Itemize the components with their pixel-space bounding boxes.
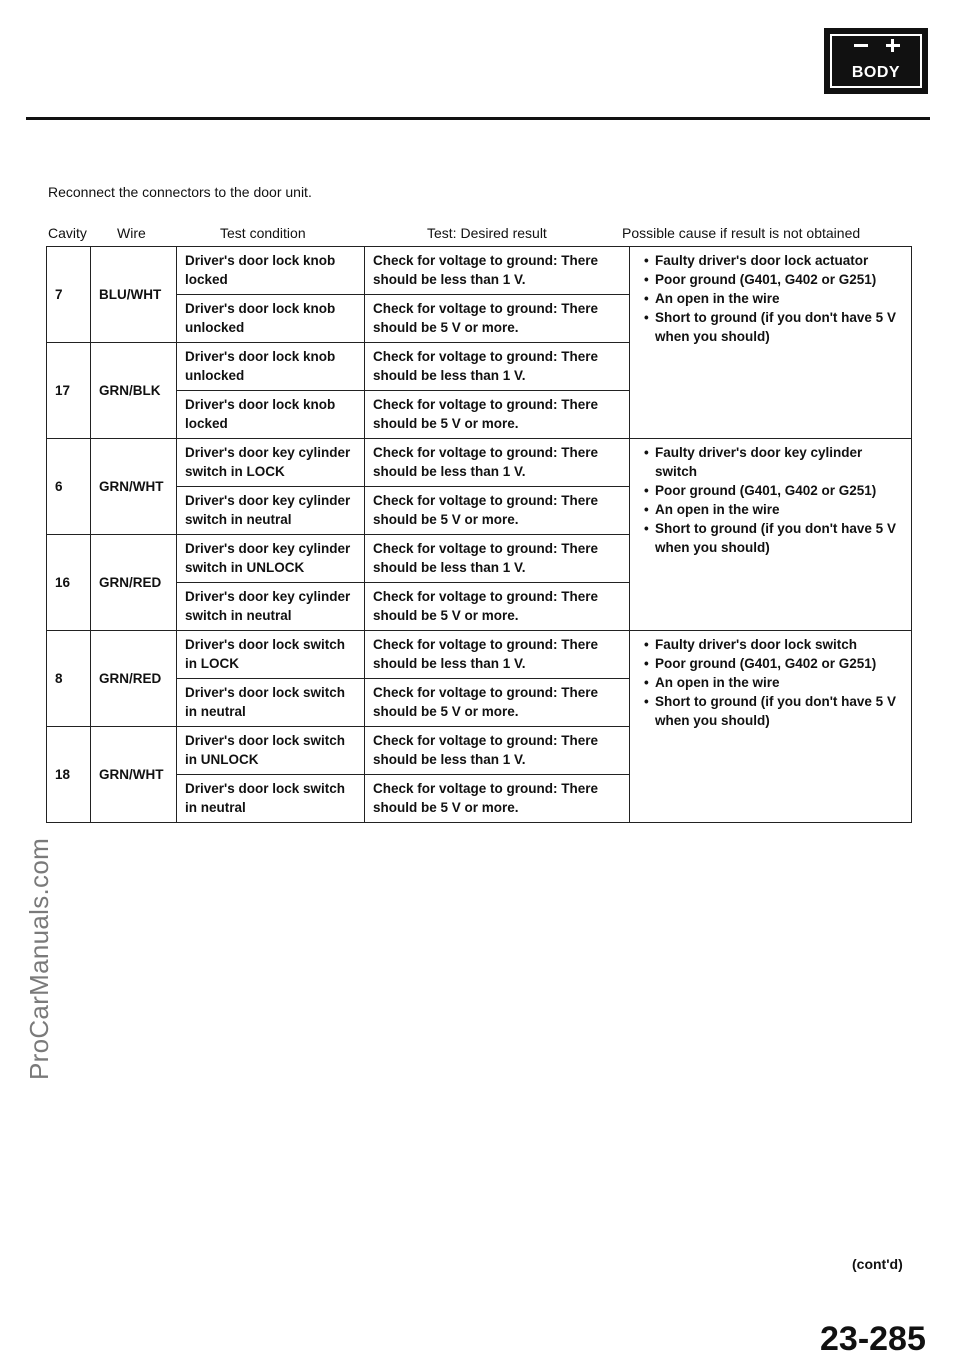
condition-cell: Driver's door lock knob locked — [177, 391, 365, 439]
cavity-cell: 16 — [47, 535, 91, 631]
condition-cell: Driver's door lock switch in LOCK — [177, 631, 365, 679]
condition-cell: Driver's door lock knob locked — [177, 247, 365, 295]
result-cell: Check for voltage to ground: There should be 5 V or more. — [365, 775, 630, 823]
cause-item: • An open in the wire — [638, 289, 905, 308]
cause-item: • Faulty driver's door lock switch — [638, 635, 905, 654]
continued-label: (cont'd) — [852, 1256, 903, 1272]
result-cell: Check for voltage to ground: There should be less than 1 V. — [365, 439, 630, 487]
condition-cell: Driver's door lock knob unlocked — [177, 343, 365, 391]
condition-cell: Driver's door key cylinder switch in neutral — [177, 583, 365, 631]
watermark: ProCarManuals.com — [24, 837, 54, 1080]
result-cell: Check for voltage to ground: There should be 5 V or more. — [365, 487, 630, 535]
test-table — [46, 246, 912, 823]
header-desired-result: Test: Desired result — [427, 225, 547, 241]
header-rule — [26, 117, 930, 120]
table-row — [47, 439, 912, 487]
cause-cell — [630, 631, 912, 823]
intro-text: Reconnect the connectors to the door unit. — [48, 184, 312, 200]
result-cell: Check for voltage to ground: There should be less than 1 V. — [365, 343, 630, 391]
wire-cell: GRN/BLK — [91, 343, 177, 439]
cause-item: • Poor ground (G401, G402 or G251) — [638, 481, 905, 500]
result-cell: Check for voltage to ground: There should be 5 V or more. — [365, 679, 630, 727]
cause-item: • Poor ground (G401, G402 or G251) — [638, 654, 905, 673]
badge-label: BODY — [851, 64, 901, 81]
condition-cell: Driver's door lock knob unlocked — [177, 295, 365, 343]
condition-cell: Driver's door key cylinder switch in UNLOCK — [177, 535, 365, 583]
cavity-cell: 8 — [47, 631, 91, 727]
result-cell: Check for voltage to ground: There should be less than 1 V. — [365, 631, 630, 679]
condition-cell: Driver's door lock switch in neutral — [177, 775, 365, 823]
cause-cell — [630, 247, 912, 439]
cause-item: • Faulty driver's door key cylinder switch — [638, 443, 905, 481]
cause-item: • An open in the wire — [638, 500, 905, 519]
wire-cell: GRN/RED — [91, 631, 177, 727]
cause-list — [638, 443, 905, 557]
cause-list — [638, 635, 905, 730]
table-row — [47, 247, 912, 295]
battery-plus-icon-stem — [891, 39, 894, 52]
condition-cell: Driver's door key cylinder switch in neutral — [177, 487, 365, 535]
wire-cell: BLU/WHT — [91, 247, 177, 343]
condition-cell: Driver's door key cylinder switch in LOCK — [177, 439, 365, 487]
result-cell: Check for voltage to ground: There should be less than 1 V. — [365, 247, 630, 295]
cause-item: • Poor ground (G401, G402 or G251) — [638, 270, 905, 289]
result-cell: Check for voltage to ground: There should be 5 V or more. — [365, 295, 630, 343]
header-possible-cause: Possible cause if result is not obtained — [622, 225, 861, 241]
cause-cell — [630, 439, 912, 631]
wire-cell: GRN/RED — [91, 535, 177, 631]
result-cell: Check for voltage to ground: There should be 5 V or more. — [365, 391, 630, 439]
condition-cell: Driver's door lock switch in neutral — [177, 679, 365, 727]
cause-item: • An open in the wire — [638, 673, 905, 692]
page-number: 23-285 — [820, 1320, 926, 1358]
header-cavity: Cavity — [48, 225, 87, 241]
cavity-cell: 18 — [47, 727, 91, 823]
header-wire: Wire — [117, 225, 146, 241]
cause-item: • Short to ground (if you don't have 5 V when you should) — [638, 308, 905, 346]
cause-item: • Faulty driver's door lock actuator — [638, 251, 905, 270]
cause-list — [638, 251, 905, 346]
table-row — [47, 631, 912, 679]
wire-cell: GRN/WHT — [91, 439, 177, 535]
result-cell: Check for voltage to ground: There should be less than 1 V. — [365, 535, 630, 583]
section-badge — [824, 28, 928, 94]
cause-item: • Short to ground (if you don't have 5 V when you should) — [638, 519, 905, 557]
cavity-cell: 6 — [47, 439, 91, 535]
wire-cell: GRN/WHT — [91, 727, 177, 823]
result-cell: Check for voltage to ground: There should be less than 1 V. — [365, 727, 630, 775]
cavity-cell: 7 — [47, 247, 91, 343]
header-test-condition: Test condition — [220, 225, 306, 241]
result-cell: Check for voltage to ground: There should be 5 V or more. — [365, 583, 630, 631]
condition-cell: Driver's door lock switch in UNLOCK — [177, 727, 365, 775]
cavity-cell: 17 — [47, 343, 91, 439]
battery-minus-icon — [854, 44, 868, 47]
cause-item: • Short to ground (if you don't have 5 V when you should) — [638, 692, 905, 730]
badge-frame — [830, 34, 922, 88]
